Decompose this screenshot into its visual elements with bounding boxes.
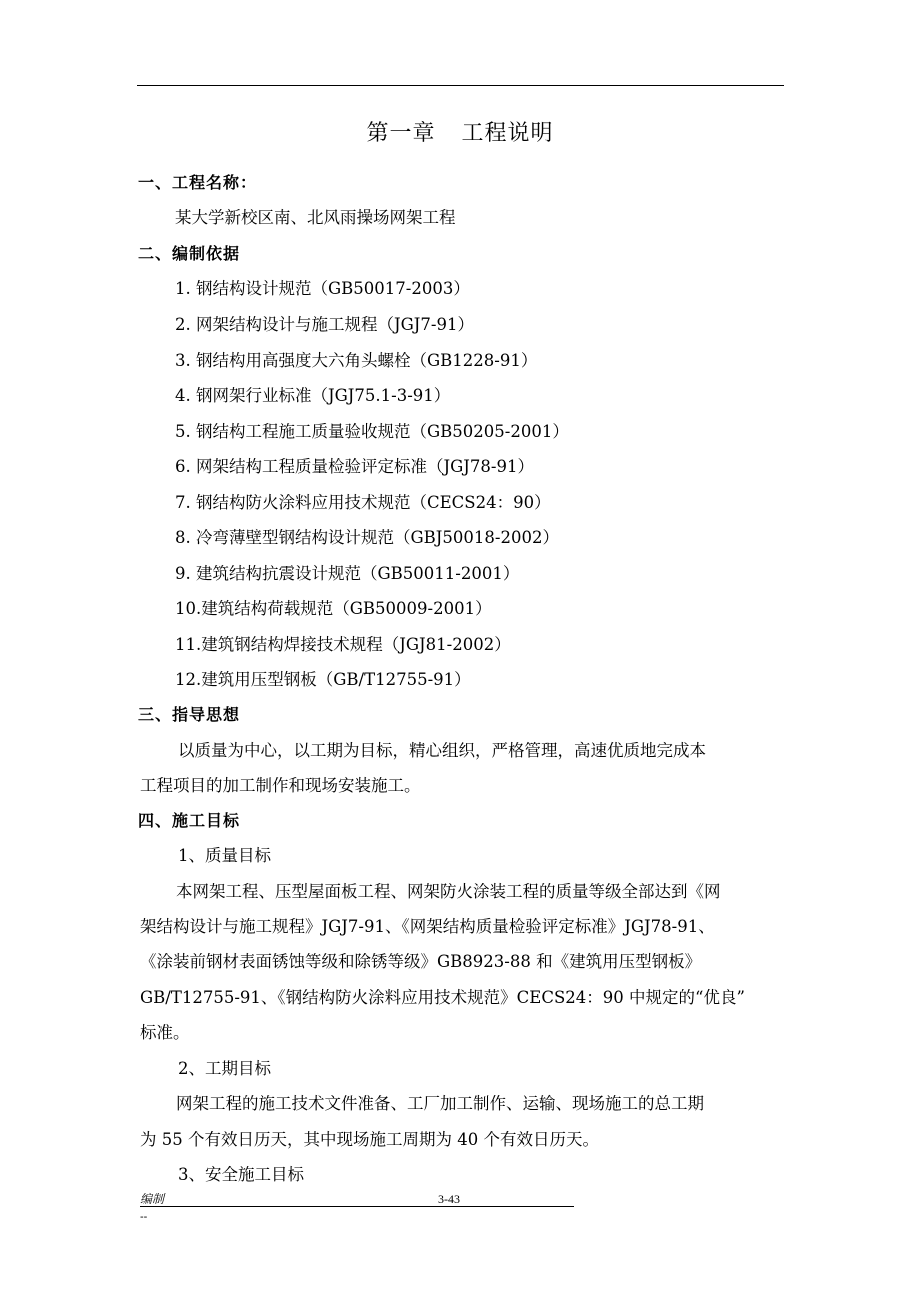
section-heading-2: 二、编制依据 [138, 244, 241, 263]
footer-dash: -- [140, 1211, 148, 1223]
section-heading-3: 三、指导思想 [138, 705, 241, 724]
reference-item: 2. 网架结构设计与施工规程（JGJ7-91） [175, 315, 474, 334]
section-heading-1: 一、工程名称： [138, 173, 258, 192]
schedule-text-line: 为 55 个有效日历天，其中现场施工周期为 40 个有效日历天。 [140, 1130, 599, 1149]
guiding-text-line: 工程项目的加工制作和现场安装施工。 [140, 776, 421, 795]
reference-item: 6. 网架结构工程质量检验评定标准（JGJ78-91） [175, 457, 534, 476]
header-rule [137, 85, 784, 86]
page-number: 3-43 [438, 1192, 460, 1206]
quality-text-line: 标准。 [140, 1023, 190, 1042]
reference-item: 9. 建筑结构抗震设计规范（GB50011-2001） [175, 564, 520, 583]
footer-author-label: 编制 [140, 1192, 165, 1206]
subheading-quality: 1、质量目标 [178, 846, 271, 865]
reference-item: 11.建筑钢结构焊接技术规程（JGJ81-2002） [175, 635, 511, 654]
section-heading-4: 四、施工目标 [138, 811, 241, 830]
chapter-title [0, 116, 920, 152]
project-name: 某大学新校区南、北风雨操场网架工程 [175, 208, 456, 227]
reference-item: 1. 钢结构设计规范（GB50017-2003） [175, 279, 470, 298]
subheading-safety: 3、安全施工目标 [178, 1165, 304, 1184]
footer-rule [140, 1206, 574, 1207]
guiding-text-line: 以质量为中心，以工期为目标，精心组织，严格管理，高速优质地完成本 [178, 741, 706, 760]
reference-item: 8. 冷弯薄壁型钢结构设计规范（GBJ50018-2002） [175, 528, 559, 547]
reference-item: 12.建筑用压型钢板（GB/T12755-91） [175, 670, 471, 689]
subheading-schedule: 2、工期目标 [178, 1059, 271, 1078]
chapter-number: 第一章 [366, 121, 436, 146]
quality-text-line: 《涂装前钢材表面锈蚀等级和除锈等级》GB8923-88 和《建筑用压型钢板》 [140, 952, 702, 971]
quality-text-line: GB/T12755-91、《钢结构防火涂料应用技术规范》CECS24：90 中规定的“优良” [140, 988, 745, 1007]
reference-item: 3. 钢结构用高强度大六角头螺栓（GB1228-91） [175, 351, 538, 370]
reference-item: 5. 钢结构工程施工质量验收规范（GB50205-2001） [175, 422, 569, 441]
reference-item: 4. 钢网架行业标准（JGJ75.1-3-91） [175, 386, 451, 405]
reference-item: 10.建筑结构荷载规范（GB50009-2001） [175, 599, 492, 618]
chapter-name: 工程说明 [461, 121, 554, 146]
quality-text-line: 架结构设计与施工规程》JGJ7-91、《网架结构质量检验评定标准》JGJ78-91、 [140, 917, 715, 936]
schedule-text-line: 网架工程的施工技术文件准备、工厂加工制作、运输、现场施工的总工期 [176, 1094, 704, 1113]
reference-item: 7. 钢结构防火涂料应用技术规范（CECS24：90） [175, 493, 551, 512]
quality-text-line: 本网架工程、压型屋面板工程、网架防火涂装工程的质量等级全部达到《网 [176, 882, 721, 901]
